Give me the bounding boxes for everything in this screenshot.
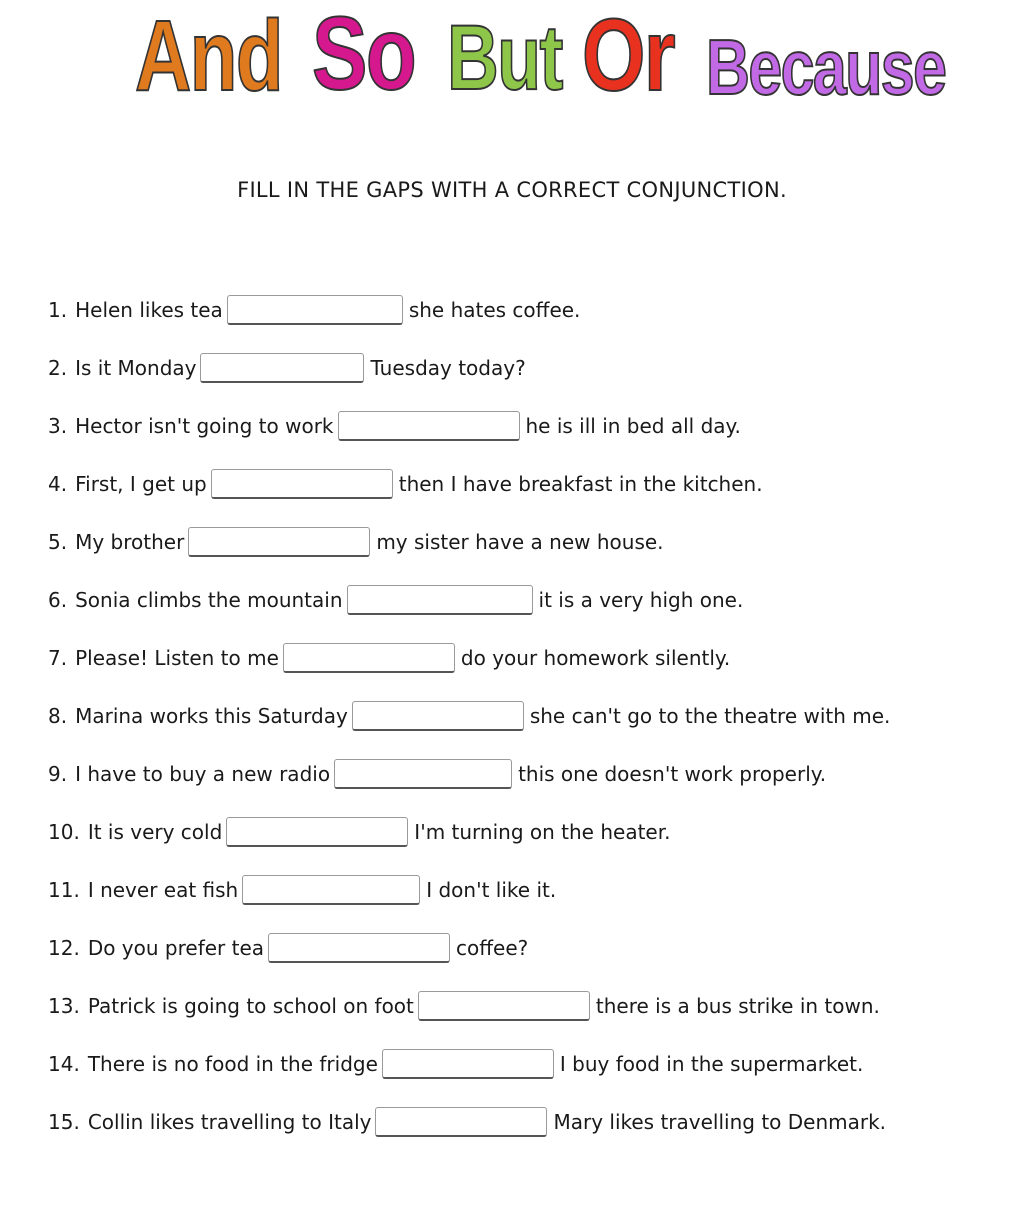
question-11 (48, 872, 556, 908)
answer-gap-13[interactable] (418, 991, 590, 1021)
answer-gap-7[interactable] (283, 643, 455, 673)
question-number: 2. (48, 356, 68, 380)
question-text-after: coffee? (456, 936, 529, 960)
answer-gap-12[interactable] (268, 933, 450, 963)
question-4 (48, 466, 763, 502)
question-text-before: First, I get up (75, 472, 207, 496)
question-text-before: It is very cold (87, 820, 223, 844)
question-text-before: Do you prefer tea (87, 936, 265, 960)
question-text-before: My brother (75, 530, 185, 554)
question-text-before: Sonia climbs the mountain (75, 588, 343, 612)
question-number: 12. (48, 936, 80, 960)
question-number: 15. (48, 1110, 80, 1134)
title-word-but: But (447, 7, 562, 109)
question-number: 10. (48, 820, 80, 844)
instruction-text: FILL IN THE GAPS WITH A CORRECT CONJUNCTION. (237, 178, 787, 202)
question-5 (48, 524, 664, 560)
question-text-before: There is no food in the fridge (87, 1052, 378, 1076)
question-number: 8. (48, 704, 68, 728)
question-text-after: he is ill in bed all day. (525, 414, 741, 438)
question-text-after: this one doesn't work properly. (518, 762, 827, 786)
answer-gap-1[interactable] (227, 295, 403, 325)
question-text-after: it is a very high one. (538, 588, 744, 612)
question-14 (48, 1046, 863, 1082)
question-text-before: Marina works this Saturday (75, 704, 348, 728)
question-text-after: Mary likes travelling to Denmark. (553, 1110, 887, 1134)
question-13 (48, 988, 880, 1024)
answer-gap-5[interactable] (188, 527, 370, 557)
question-text-after: do your homework silently. (460, 646, 731, 670)
title-word-so: So (312, 0, 416, 112)
question-number: 14. (48, 1052, 80, 1076)
question-text-after: she can't go to the theatre with me. (529, 704, 891, 728)
question-text-before: Helen likes tea (75, 298, 223, 322)
question-3 (48, 408, 741, 444)
answer-gap-9[interactable] (334, 759, 512, 789)
question-text-before: Collin likes travelling to Italy (87, 1110, 372, 1134)
title-word-because: Because (706, 23, 946, 111)
question-number: 3. (48, 414, 68, 438)
question-number: 11. (48, 878, 80, 902)
question-text-after: there is a bus strike in town. (595, 994, 880, 1018)
question-number: 1. (48, 298, 68, 322)
question-text-before: I have to buy a new radio (75, 762, 331, 786)
question-text-after: my sister have a new house. (376, 530, 664, 554)
question-text-before: I never eat fish (87, 878, 239, 902)
answer-gap-4[interactable] (211, 469, 393, 499)
answer-gap-14[interactable] (382, 1049, 554, 1079)
question-number: 4. (48, 472, 68, 496)
question-number: 9. (48, 762, 68, 786)
answer-gap-10[interactable] (226, 817, 408, 847)
answer-gap-15[interactable] (375, 1107, 547, 1137)
question-text-before: Please! Listen to me (75, 646, 279, 670)
question-text-after: Tuesday today? (370, 356, 526, 380)
answer-gap-3[interactable] (338, 411, 520, 441)
question-text-before: Is it Monday (75, 356, 197, 380)
question-text-after: I don't like it. (426, 878, 557, 902)
answer-gap-6[interactable] (347, 585, 533, 615)
question-9 (48, 756, 826, 792)
question-10 (48, 814, 670, 850)
question-6 (48, 582, 743, 618)
answer-gap-2[interactable] (200, 353, 364, 383)
answer-gap-11[interactable] (242, 875, 420, 905)
title-word-or: Or (582, 0, 675, 112)
question-text-after: she hates coffee. (408, 298, 581, 322)
question-text-before: Hector isn't going to work (75, 414, 334, 438)
question-8 (48, 698, 890, 734)
question-15 (48, 1104, 886, 1140)
question-12 (48, 930, 528, 966)
title-banner (0, 0, 1024, 120)
question-text-before: Patrick is going to school on foot (87, 994, 414, 1018)
question-7 (48, 640, 730, 676)
question-2 (48, 350, 526, 386)
question-text-after: then I have breakfast in the kitchen. (398, 472, 763, 496)
title-word-and: And (135, 0, 282, 112)
answer-gap-8[interactable] (352, 701, 524, 731)
question-number: 5. (48, 530, 68, 554)
question-text-after: I'm turning on the heater. (414, 820, 671, 844)
question-number: 13. (48, 994, 80, 1018)
question-text-after: I buy food in the supermarket. (559, 1052, 864, 1076)
question-number: 7. (48, 646, 68, 670)
question-number: 6. (48, 588, 68, 612)
question-1 (48, 292, 580, 328)
